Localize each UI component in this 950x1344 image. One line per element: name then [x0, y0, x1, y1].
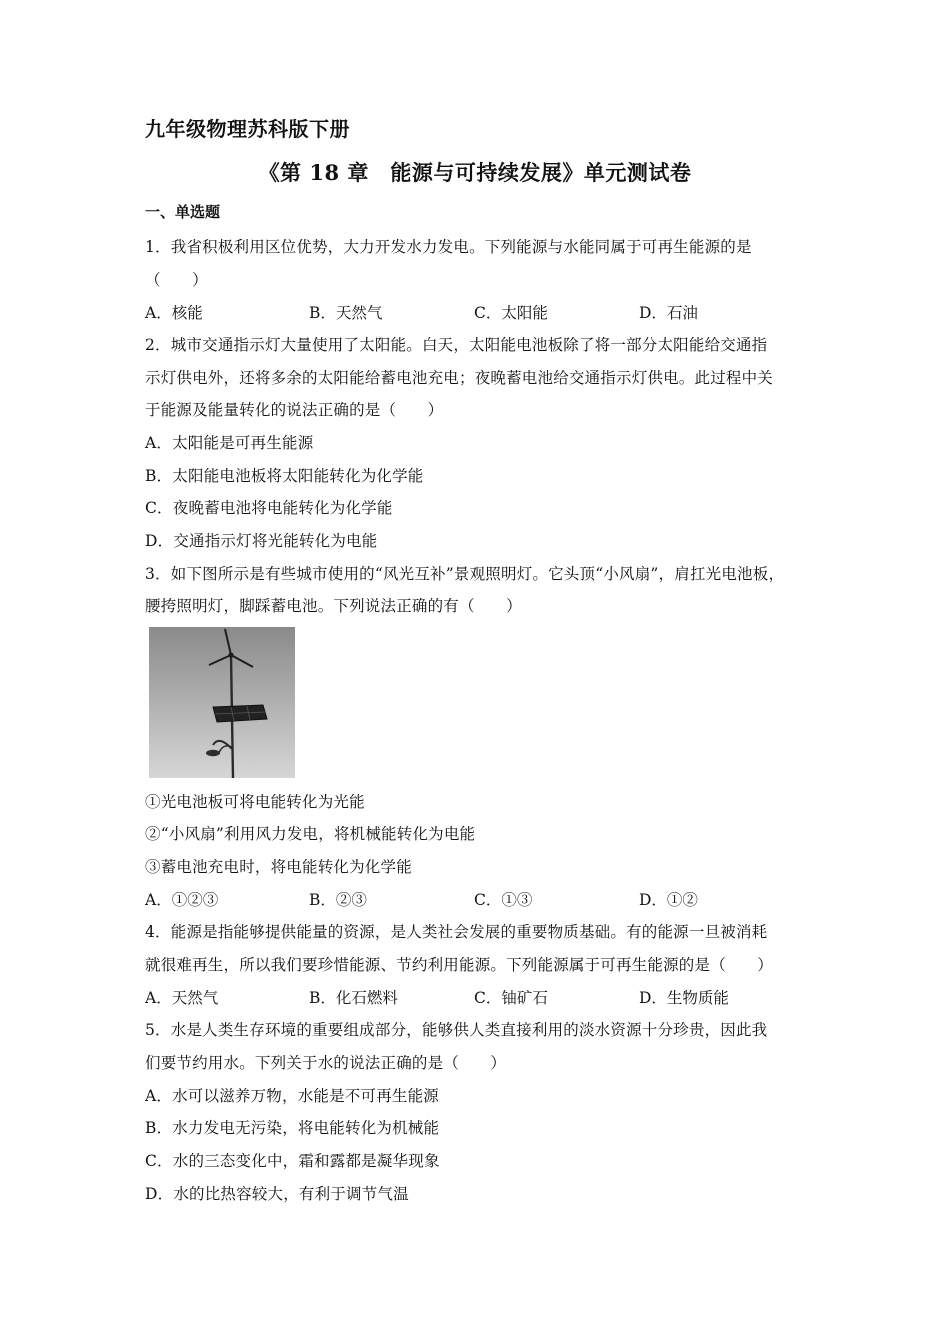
q5-stem-line2: 们要节约用水。下列关于水的说法正确的是（ ） — [145, 1054, 507, 1072]
q3-statement-3: ③蓄电池充电时，将电能转化为化学能 — [145, 858, 412, 876]
q1-option-a: A．核能 — [145, 304, 203, 322]
q1-stem-line2: （ ） — [145, 271, 208, 289]
q3-statement-1: ①光电池板可将电能转化为光能 — [145, 793, 365, 811]
q4-option-c: C．铀矿石 — [474, 989, 548, 1007]
section-heading: 一、单选题 — [145, 203, 221, 221]
q5-option-b: B．水力发电无污染，将电能转化为机械能 — [145, 1119, 440, 1137]
q5-option-d: D．水的比热容较大，有利于调节气温 — [145, 1185, 409, 1203]
q2-option-a: A．太阳能是可再生能源 — [145, 434, 314, 452]
q5-stem-line1: 5．水是人类生存环境的重要组成部分，能够供人类直接利用的淡水资源十分珍贵，因此我 — [145, 1021, 768, 1039]
q4-stem-line1: 4．能源是指能够提供能量的资源，是人类社会发展的重要物质基础。有的能源一旦被消耗 — [145, 923, 768, 941]
wind-solar-lamp-figure — [149, 627, 295, 778]
q4-option-b: B．化石燃料 — [309, 989, 398, 1007]
q3-option-c: C．①③ — [474, 891, 533, 909]
q2-option-d: D．交通指示灯将光能转化为电能 — [145, 532, 378, 550]
q4-option-a: A．天然气 — [145, 989, 219, 1007]
q3-stem-line1: 3．如下图所示是有些城市使用的“风光互补”景观照明灯。它头顶“小风扇”，肩扛光电池板， — [145, 565, 785, 583]
q2-option-c: C．夜晚蓄电池将电能转化为化学能 — [145, 499, 393, 517]
q3-option-d: D．①② — [639, 891, 698, 909]
q4-option-d: D．生物质能 — [639, 989, 729, 1007]
q5-option-a: A．水可以滋养万物，水能是不可再生能源 — [145, 1087, 439, 1105]
q2-stem-line3: 于能源及能量转化的说法正确的是（ ） — [145, 401, 444, 419]
grade-title: 九年级物理苏科版下册 — [145, 117, 350, 141]
q4-stem-line2: 就很难再生，所以我们要珍惜能源、节约利用能源。下列能源属于可再生能源的是（ ） — [145, 956, 774, 974]
q2-stem-line1: 2．城市交通指示灯大量使用了太阳能。白天，太阳能电池板除了将一部分太阳能给交通指 — [145, 336, 768, 354]
q3-statement-2: ②“小风扇”利用风力发电，将机械能转化为电能 — [145, 825, 476, 843]
q1-stem-line1: 1．我省积极利用区位优势，大力开发水力发电。下列能源与水能同属于可再生能源的是 — [145, 238, 752, 256]
q3-stem-line2: 腰挎照明灯，脚踩蓄电池。下列说法正确的有（ ） — [145, 597, 522, 615]
q1-option-b: B．天然气 — [309, 304, 383, 322]
q2-option-b: B．太阳能电池板将太阳能转化为化学能 — [145, 467, 424, 485]
q1-option-d: D．石油 — [639, 304, 698, 322]
q3-option-b: B．②③ — [309, 891, 367, 909]
q2-stem-line2: 示灯供电外，还将多余的太阳能给蓄电池充电；夜晚蓄电池给交通指示灯供电。此过程中关 — [145, 369, 774, 387]
q1-option-c: C．太阳能 — [474, 304, 548, 322]
q5-option-c: C．水的三态变化中，霜和露都是凝华现象 — [145, 1152, 440, 1170]
page-title: 《第 18 章 能源与可持续发展》单元测试卷 — [258, 160, 692, 185]
q3-option-a: A．①②③ — [145, 891, 219, 909]
